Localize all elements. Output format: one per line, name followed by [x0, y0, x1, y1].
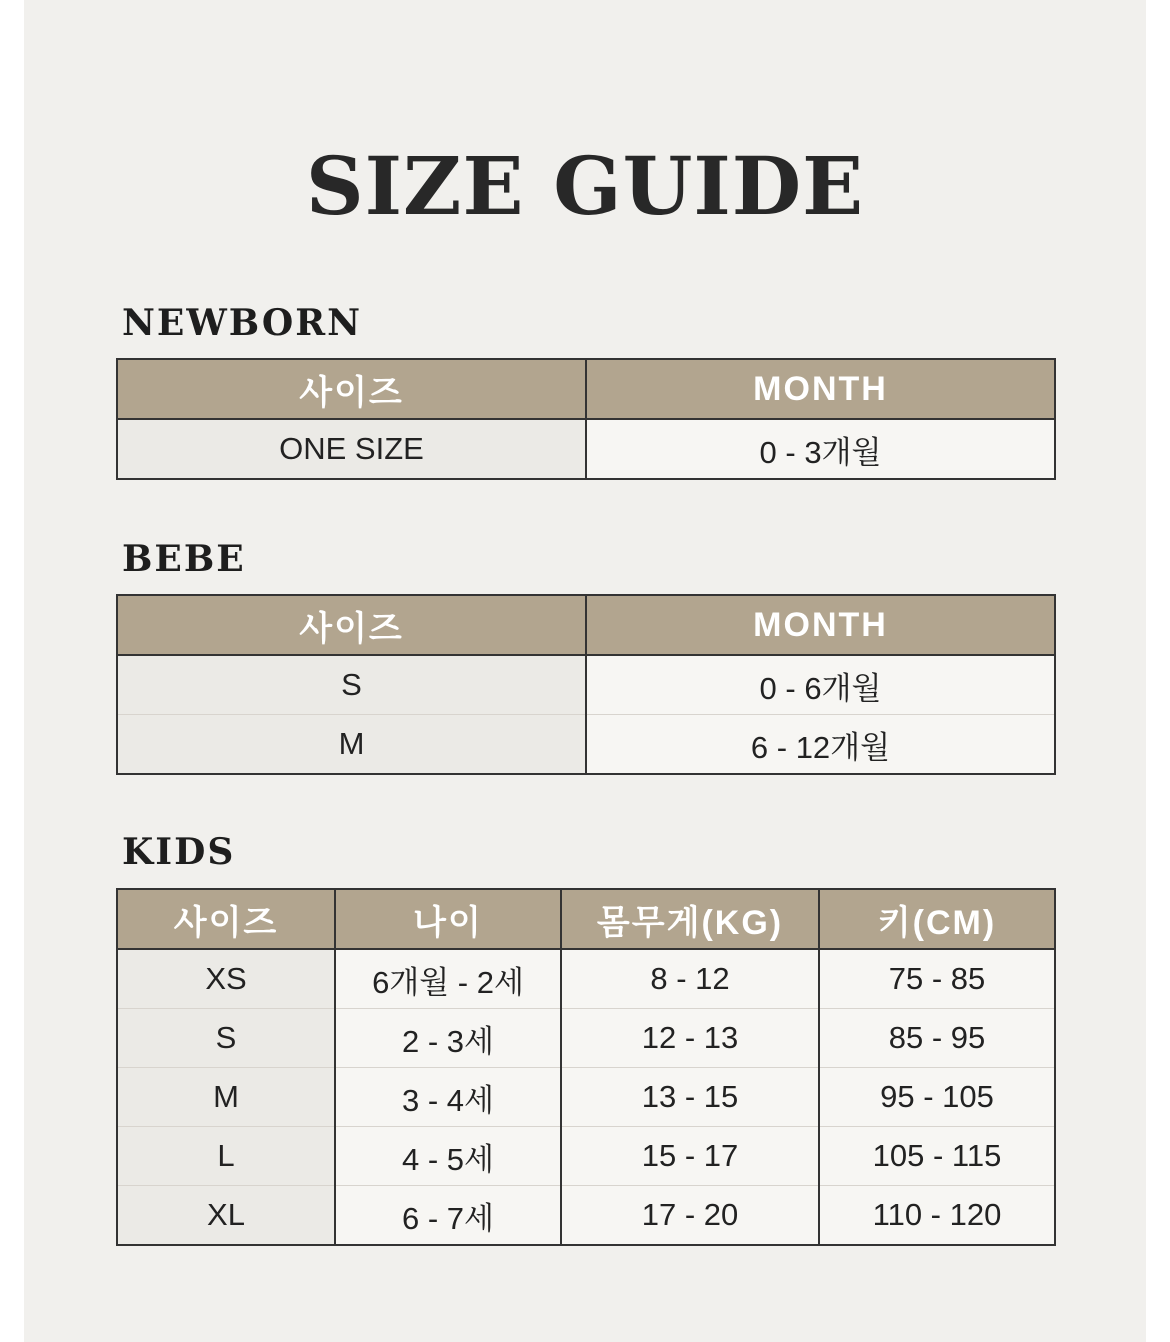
height-cell: 95 - 105: [819, 1068, 1055, 1127]
table-row: [117, 419, 1055, 479]
height-cell: 85 - 95: [819, 1009, 1055, 1068]
weight-cell: 13 - 15: [561, 1068, 819, 1127]
column-header-size: 사이즈: [117, 595, 586, 655]
table-row: [117, 715, 1055, 775]
table-row: [117, 1009, 1055, 1068]
table-header-row: [117, 889, 1055, 949]
size-cell: XS: [117, 949, 335, 1009]
kids-section-label: KIDS: [122, 831, 236, 873]
height-cell: 110 - 120: [819, 1186, 1055, 1246]
column-header-weight: 몸무게(KG): [561, 889, 819, 949]
age-cell: 3 - 4세: [335, 1068, 561, 1127]
column-header-height: 키(CM): [819, 889, 1055, 949]
table-header-row: [117, 359, 1055, 419]
size-cell: L: [117, 1127, 335, 1186]
kids-size-table: [116, 888, 1056, 1246]
age-cell: 6 - 7세: [335, 1186, 561, 1246]
size-cell: XL: [117, 1186, 335, 1246]
size-cell: S: [117, 1009, 335, 1068]
table-header-row: [117, 595, 1055, 655]
table-row: [117, 1127, 1055, 1186]
column-header-size: 사이즈: [117, 359, 586, 419]
table-row: [117, 1186, 1055, 1246]
month-cell: 6 - 12개월: [586, 715, 1055, 775]
weight-cell: 15 - 17: [561, 1127, 819, 1186]
month-cell: 0 - 3개월: [586, 419, 1055, 479]
bebe-size-table: [116, 594, 1056, 775]
page-title: SIZE GUIDE: [305, 139, 865, 233]
month-cell: 0 - 6개월: [586, 655, 1055, 715]
age-cell: 6개월 - 2세: [335, 949, 561, 1009]
bebe-section-label: BEBE: [122, 538, 246, 580]
column-header-age: 나이: [335, 889, 561, 949]
table-row: [117, 949, 1055, 1009]
column-header-month: MONTH: [586, 595, 1055, 655]
size-cell: M: [117, 715, 586, 775]
newborn-size-table: [116, 358, 1056, 480]
height-cell: 105 - 115: [819, 1127, 1055, 1186]
size-cell: ONE SIZE: [117, 419, 586, 479]
size-cell: S: [117, 655, 586, 715]
table-row: [117, 655, 1055, 715]
column-header-size: 사이즈: [117, 889, 335, 949]
newborn-section-label: NEWBORN: [122, 302, 363, 344]
weight-cell: 17 - 20: [561, 1186, 819, 1246]
weight-cell: 8 - 12: [561, 949, 819, 1009]
height-cell: 75 - 85: [819, 949, 1055, 1009]
size-cell: M: [117, 1068, 335, 1127]
age-cell: 4 - 5세: [335, 1127, 561, 1186]
weight-cell: 12 - 13: [561, 1009, 819, 1068]
column-header-month: MONTH: [586, 359, 1055, 419]
age-cell: 2 - 3세: [335, 1009, 561, 1068]
table-row: [117, 1068, 1055, 1127]
